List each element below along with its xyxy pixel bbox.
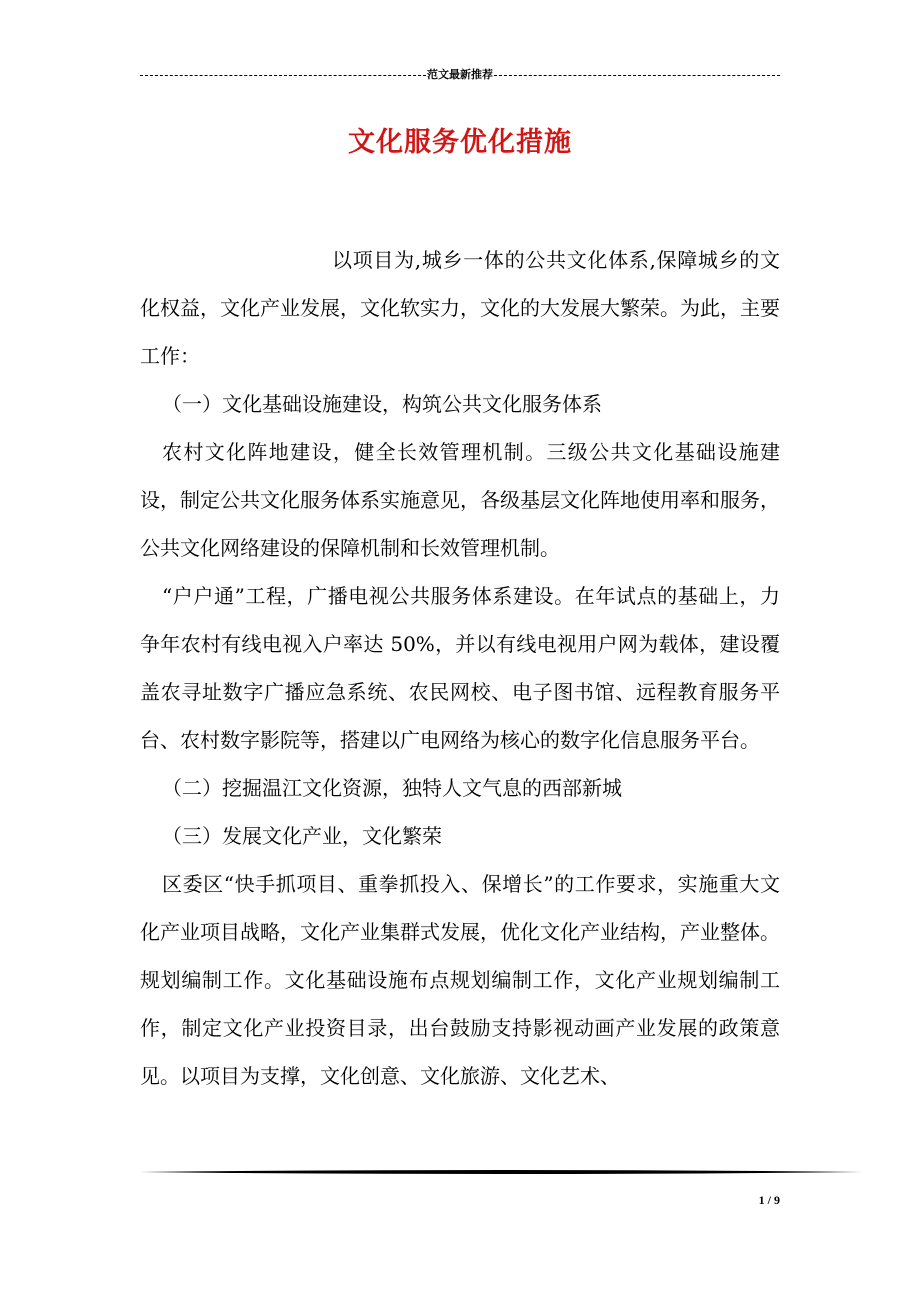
paragraph: 农村文化阵地建设，健全长效管理机制。三级公共文化基础设施建设，制定公共文化服务体系实施意见，各级基层文化阵地使用率和服务，公共文化网络建设的保障机制和长效管理机制。 [140,440,780,560]
paragraph: 区委区“快手抓项目、重拳抓投入、保增长”的工作要求，实施重大文化产业项目战略，文化产业集群式发展，优化文化产业结构，产业整体。规划编制工作。文化基础设施布点规划编制工作，文化产业规划编制工作，制定文化产业投资目录，出台鼓励支持影视动画产业发展的政策意见。以项目为支撑，文化创意、文化旅游、文化艺术、 [140,872,780,1088]
page-number: 1 / 9 [758,1193,780,1207]
page-header [140,68,780,82]
paragraph-intro: 以项目为,城乡一体的公共文化体系,保障城乡的文化权益，文化产业发展，文化软实力，文化的大发展大繁荣。为此，主要工作： [140,248,780,368]
header-dash-right [494,75,780,76]
document-title: 文化服务优化措施 [348,127,572,158]
section-heading-3: （三）发展文化产业，文化繁荣 [162,824,442,848]
header-dash-left [140,75,426,76]
header-label: 范文最新推荐 [427,69,493,81]
section-heading-2: （二）挖掘温江文化资源，独特人文气息的西部新城 [162,776,622,800]
section-heading-1: （一）文化基础设施建设，构筑公共文化服务体系 [162,392,602,416]
paragraph: “户户通”工程，广播电视公共服务体系建设。在年试点的基础上，力争年农村有线电视入户率达 50%，并以有线电视用户网为载体，建设覆盖农寻址数字广播应急系统、农民网校、电子图书馆、远程教育服务平台、农村数字影院等，搭建以广电网络为核心的数字化信息服务平台。 [140,584,780,752]
footer-rule [140,1169,862,1175]
document-body [140,236,780,1100]
